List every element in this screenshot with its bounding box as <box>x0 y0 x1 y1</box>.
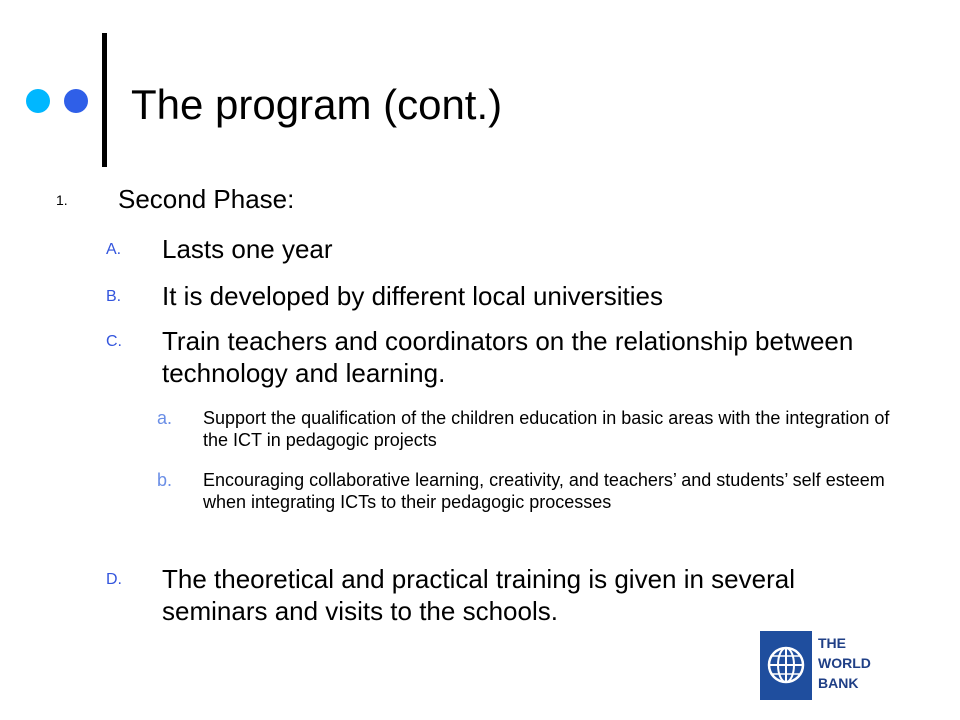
list-item <box>106 325 897 389</box>
list-heading: Second Phase: <box>118 184 295 214</box>
list-item-text: Train teachers and coordinators on the relationship between technology and learning. <box>162 326 854 388</box>
decorative-dot-dark <box>64 89 88 113</box>
list-item-phase <box>56 183 295 215</box>
sub-list-marker: b. <box>157 470 173 490</box>
list-number: 1. <box>56 192 68 208</box>
list-marker: C. <box>106 333 122 350</box>
list-item <box>106 563 897 627</box>
list-item-text: Lasts one year <box>162 234 333 264</box>
list-item <box>106 280 897 312</box>
logo-text-line: BANK <box>818 675 859 691</box>
decorative-dot-light <box>26 89 50 113</box>
list-item-text: It is developed by different local universities <box>162 281 664 311</box>
sub-list-item <box>157 469 893 513</box>
slide-title: The program (cont.) <box>131 81 503 128</box>
list-item-text: The theoretical and practical training is given in several seminars and visits to the schools. <box>162 564 796 626</box>
list-marker: D. <box>106 571 122 588</box>
sub-list-marker: a. <box>157 408 173 428</box>
globe-icon <box>760 631 812 700</box>
sub-list-item <box>157 407 893 451</box>
list-marker: A. <box>106 241 122 258</box>
logo-text-line: WORLD <box>818 655 871 671</box>
title-divider-bar <box>102 33 107 167</box>
logo-text-line: THE <box>818 635 846 651</box>
list-marker: B. <box>106 288 122 305</box>
logo-wordmark <box>818 633 871 693</box>
sub-list-item-text: Support the qualification of the children education in basic areas with the integration of the ICT in pedagogic projects <box>203 408 890 450</box>
list-item <box>106 233 897 265</box>
sub-list-item-text: Encouraging collaborative learning, creativity, and teachers’ and students’ self esteem when integrating ICTs to their pedagogic processes <box>203 470 885 512</box>
world-bank-logo <box>760 631 882 700</box>
